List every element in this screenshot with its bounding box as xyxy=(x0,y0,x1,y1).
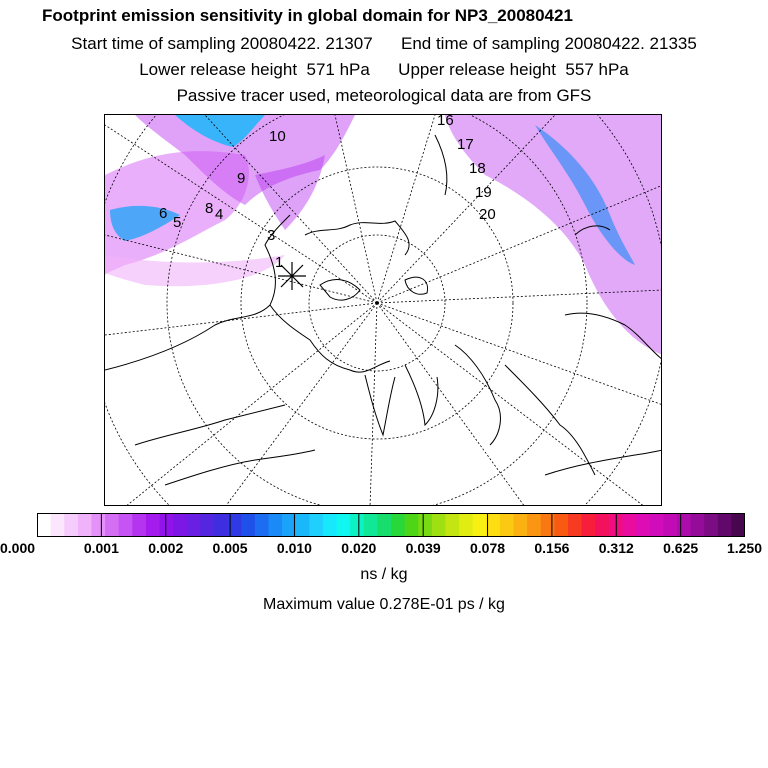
colorbar-swatch xyxy=(486,513,500,537)
colorbar-tick-label: 1.250 xyxy=(726,540,762,556)
colorbar-swatch xyxy=(37,513,51,537)
maximum-value-label: Maximum value 0.278E-01 ps / kg xyxy=(263,596,505,613)
meridian xyxy=(105,303,377,335)
colorbar-swatch xyxy=(323,513,337,537)
colorbar-swatch xyxy=(187,513,201,537)
release-height-line: Lower release height 571 hPa Upper release height 557 hPa xyxy=(139,60,629,79)
colorbar-tick-label: 0.312 xyxy=(598,540,634,556)
colorbar-swatch xyxy=(622,513,636,537)
colorbar-swatch xyxy=(255,513,269,537)
colorbar-swatch xyxy=(105,513,119,537)
colorbar-swatch xyxy=(418,513,432,537)
colorbar-swatch xyxy=(691,513,705,537)
colorbar-swatch xyxy=(405,513,419,537)
colorbar-swatch xyxy=(445,513,459,537)
colorbar-swatch xyxy=(91,513,105,537)
map-panel xyxy=(104,114,662,506)
colorbar-swatch xyxy=(595,513,609,537)
colorbar-swatch xyxy=(350,513,364,537)
trajectory-label: 20 xyxy=(479,206,496,223)
colorbar-swatch xyxy=(650,513,664,537)
colorbar-swatch xyxy=(268,513,282,537)
colorbar-swatch xyxy=(296,513,310,537)
colorbar-swatch xyxy=(663,513,677,537)
colorbar-swatch xyxy=(473,513,487,537)
colorbar-swatch xyxy=(160,513,174,537)
meridian xyxy=(125,303,377,506)
colorbar-swatch xyxy=(568,513,582,537)
trajectory-label: 18 xyxy=(469,160,486,177)
meridian xyxy=(377,303,645,506)
colorbar-tick-label: 0.156 xyxy=(534,540,570,556)
colorbar-swatch xyxy=(677,513,691,537)
colorbar-tick-label: 0.078 xyxy=(470,540,506,556)
trajectory-label: 16 xyxy=(437,115,454,129)
colorbar-swatch xyxy=(214,513,228,537)
colorbar-swatch xyxy=(364,513,378,537)
colorbar-tick-label: 0.020 xyxy=(341,540,377,556)
colorbar-swatch xyxy=(718,513,732,537)
colorbar-swatch xyxy=(146,513,160,537)
colorbar-swatch xyxy=(500,513,514,537)
colorbar-tick-label: 0.005 xyxy=(212,540,248,556)
colorbar-swatch xyxy=(704,513,718,537)
colorbar-swatch xyxy=(554,513,568,537)
plot-title: Footprint emission sensitivity in global domain for NP3_20080421 xyxy=(42,6,573,25)
colorbar xyxy=(37,513,745,537)
colorbar-swatch xyxy=(527,513,541,537)
plume-light xyxy=(105,255,285,286)
colorbar-swatch xyxy=(241,513,255,537)
trajectory-label: 1 xyxy=(275,254,284,271)
colorbar-swatch xyxy=(78,513,92,537)
colorbar-swatch xyxy=(391,513,405,537)
units-label: ns / kg xyxy=(360,566,408,583)
colorbar-swatch xyxy=(173,513,187,537)
colorbar-tick-label: 0.000 xyxy=(0,540,36,556)
colorbar-swatch xyxy=(541,513,555,537)
meridian xyxy=(377,303,525,506)
colorbar-swatch xyxy=(636,513,650,537)
trajectory-label: 10 xyxy=(269,128,286,145)
trajectory-label: 3 xyxy=(267,227,276,244)
meridian xyxy=(370,303,377,506)
colorbar-swatch xyxy=(337,513,351,537)
colorbar-swatch xyxy=(119,513,133,537)
sensitivity-field xyxy=(105,115,662,355)
colorbar-swatch xyxy=(459,513,473,537)
trajectory-label: 17 xyxy=(457,136,474,153)
sampling-time-line: Start time of sampling 20080422. 21307 End time of sampling 20080422. 21335 xyxy=(71,34,697,53)
colorbar-swatch xyxy=(200,513,214,537)
colorbar-tick-label: 0.001 xyxy=(83,540,119,556)
colorbar-tick-label: 0.002 xyxy=(148,540,184,556)
colorbar-swatch xyxy=(132,513,146,537)
trajectory-label: 4 xyxy=(215,206,224,223)
tracer-info-line: Passive tracer used, meteorological data are from GFS xyxy=(176,86,592,105)
colorbar-swatch xyxy=(731,513,745,537)
colorbar-swatch xyxy=(51,513,65,537)
colorbar-swatch xyxy=(377,513,391,537)
colorbar-swatch xyxy=(432,513,446,537)
trajectory-label: 9 xyxy=(237,170,246,187)
trajectory-label: 19 xyxy=(475,184,492,201)
colorbar-swatch xyxy=(309,513,323,537)
meridian xyxy=(377,115,435,303)
trajectory-label: 6 xyxy=(159,205,168,222)
trajectory-label: 8 xyxy=(205,200,214,217)
colorbar-swatch xyxy=(64,513,78,537)
colorbar-tick-label: 0.010 xyxy=(276,540,312,556)
colorbar-swatch xyxy=(514,513,528,537)
trajectory-label: 5 xyxy=(173,214,182,231)
colorbar-tick-label: 0.625 xyxy=(663,540,699,556)
colorbar-tick-label: 0.039 xyxy=(405,540,441,556)
colorbar-swatch xyxy=(582,513,596,537)
colorbar-svg xyxy=(37,513,745,537)
meridian xyxy=(335,115,377,303)
polar-map xyxy=(105,115,662,506)
